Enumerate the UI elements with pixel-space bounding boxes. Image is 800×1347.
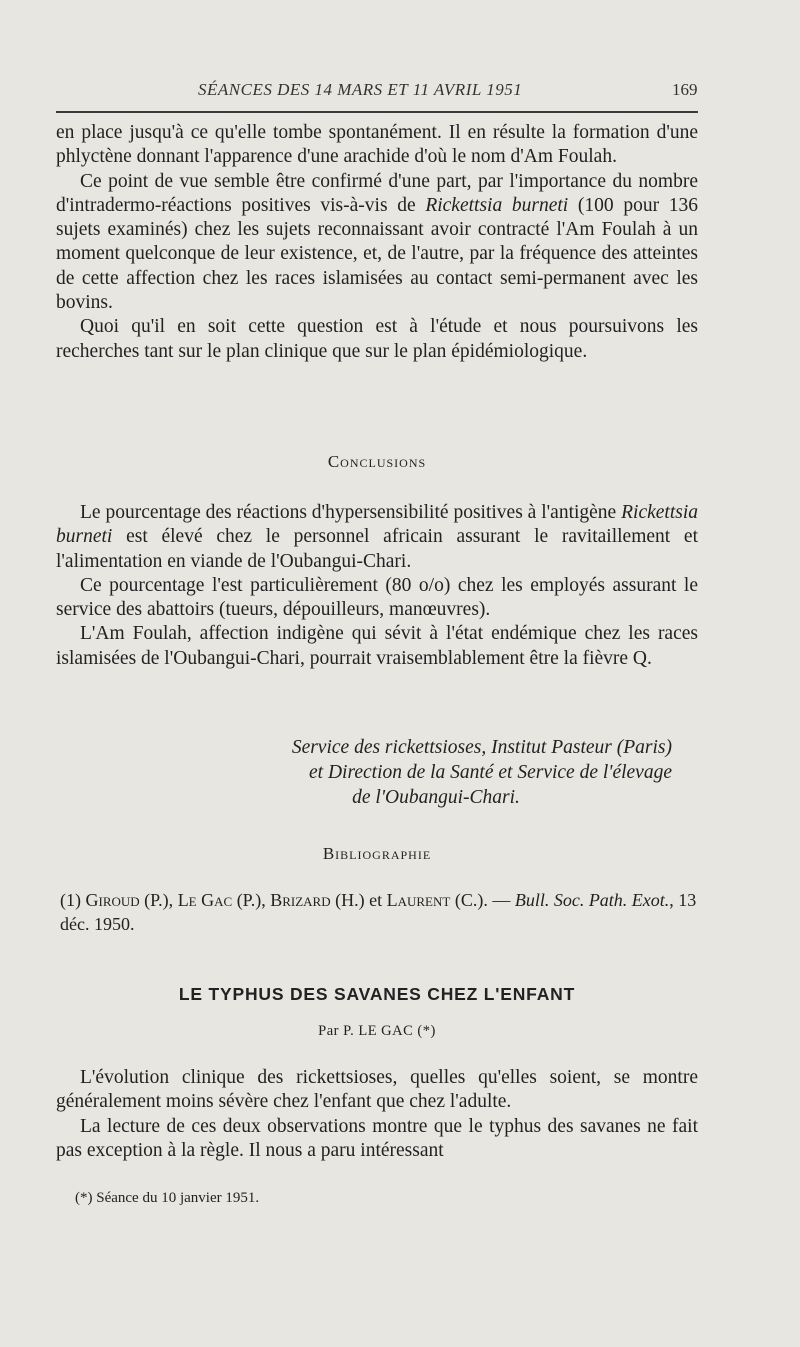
footnote: (*) Séance du 10 janvier 1951.: [75, 1190, 260, 1206]
author-name: Giroud: [85, 890, 140, 910]
article-byline: Par P. LE GAC (*): [318, 1023, 436, 1039]
author-initials: (P.),: [144, 890, 174, 910]
citation-dash: —: [492, 890, 511, 910]
author-name: Laurent: [386, 890, 451, 910]
intro-paragraph: en place jusqu'à ce qu'elle tombe spontanément. Il en résulte la formation d'une phlyctène donnant l'apparence d'une arachide d'où le nom d'Am Foulah.: [56, 122, 698, 168]
author-initials: (C.).: [454, 890, 488, 910]
conclusions-paragraph: Ce pourcentage l'est particulièrement (80 o/o) chez les employés assurant le service des abattoirs (tueurs, dépouilleurs, manœuvres).: [56, 574, 698, 621]
citation-date: , 13 déc. 1950.: [60, 890, 697, 934]
affiliation-line: de l'Oubangui-Chari.: [352, 787, 520, 808]
bibliography-line: [60, 888, 700, 936]
conclusions-heading: Conclusions: [327, 452, 427, 471]
conclusions-text: est élevé chez le personnel africain assurant le ravitaillement et l'alimentation en viande de l'Oubangui-Chari.: [56, 526, 698, 572]
entry-number: (1): [60, 890, 81, 910]
affiliation-line: Service des rickettsioses, Institut Pasteur (Paris): [291, 737, 672, 758]
author-initials: (P.),: [236, 890, 266, 910]
conclusions-section: [56, 501, 698, 671]
affiliation-signature: [56, 735, 698, 810]
author-initials: (H.): [335, 890, 365, 910]
conjunction: et: [369, 890, 383, 910]
header-rule: [56, 111, 698, 113]
bibliography-heading: Bibliographie: [322, 844, 432, 863]
running-title: SÉANCES DES 14 MARS ET 11 AVRIL 1951: [198, 80, 523, 99]
page-number: 169: [672, 80, 698, 99]
article-title: LE TYPHUS DES SAVANES CHEZ L'ENFANT: [178, 984, 576, 1004]
species-name: Rickettsia burneti: [56, 502, 698, 548]
intro-text: Ce point de vue semble être confirmé d'une part, par l'importance du nombre d'intradermo-réactions positives vis-à-vis de: [56, 170, 698, 216]
conclusions-paragraph: [56, 501, 698, 574]
conclusions-text: Le pourcentage des réactions d'hypersensibilité positives à l'antigène: [80, 502, 622, 523]
intro-section: [56, 121, 698, 364]
article-body: [56, 1066, 698, 1163]
article-paragraph: La lecture de ces deux observations montre que le typhus des savanes ne fait pas exception à la règle. Il nous a paru intéressant: [56, 1115, 698, 1161]
intro-paragraph: [56, 170, 698, 316]
intro-paragraph: Quoi qu'il en soit cette question est à l'étude et nous poursuivons les recherches tant sur le plan clinique que sur le plan épidémiologique.: [56, 316, 698, 362]
affiliation-line: et Direction de la Santé et Service de l'élevage: [309, 762, 672, 783]
conclusions-paragraph: L'Am Foulah, affection indigène qui sévit à l'état endémique chez les races islamisées de l'Oubangui-Chari, pourrait vraisemblablement être la fièvre Q.: [56, 623, 698, 669]
species-name: Rickettsia burneti: [425, 194, 569, 216]
author-name: Le Gac: [177, 890, 233, 910]
author-name: Brizard: [270, 890, 331, 910]
article-paragraph: L'évolution clinique des rickettsioses, quelles qu'elles soient, se montre généralement moins sévère chez l'enfant que chez l'adulte.: [56, 1067, 698, 1113]
bibliography-entry: [60, 888, 700, 936]
journal-name: Bull. Soc. Path. Exot.: [514, 890, 670, 910]
intro-text: (100 pour 136 sujets examinés) chez les sujets reconnaissant avoir contracté l'Am Foulah à un moment quelconque de leur existence, et, de l'autre, par la fréquence des atteintes de cette affection chez les races islamisées au contact semi-permanent avec les bovins.: [56, 194, 698, 314]
